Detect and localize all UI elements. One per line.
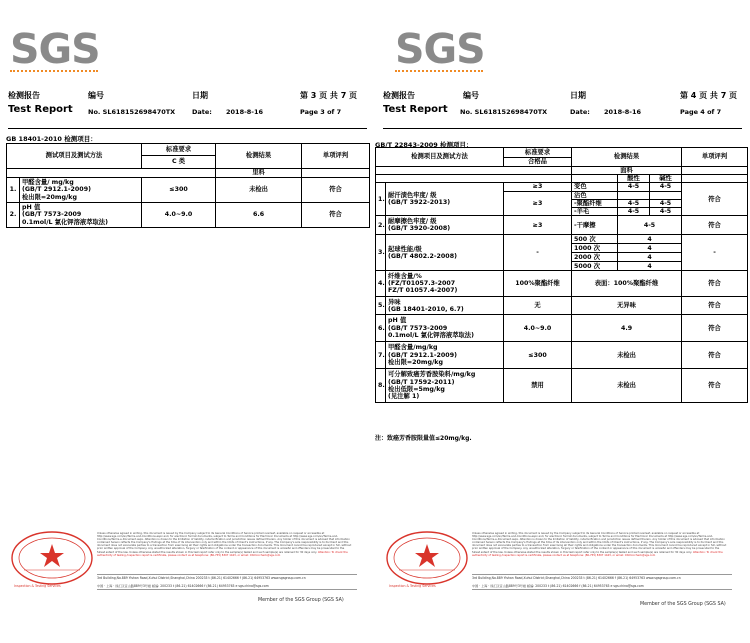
report-date: 2018-8-16 xyxy=(226,108,264,116)
report-footer xyxy=(385,530,740,610)
member-of-sgs: Member of the SGS Group (SGS SA) xyxy=(640,602,726,607)
sgs-logo: SGS xyxy=(10,25,100,73)
date-label-cn: 日期 xyxy=(192,91,208,100)
table-row: 1. 耐汗渍色牢度/ 级 (GB/T 3922-2013) ≥3 变色 4-5 4-5 符合 xyxy=(376,183,748,191)
address-en: 3rd Building,No.889 Yishan Road,Xuhui District,Shanghai,China 200233 t (86-21) 61402666 f (86-21) 64953763 www.sgsgroup.com.cn xyxy=(472,576,681,580)
date-label-en: Date: xyxy=(192,108,212,116)
table-row: 5. 异味 (GB 18401-2010, 6.7) 无 无异味 符合 xyxy=(376,297,748,315)
table-row: 8. 可分解致癌芳香胺染料/mg/kg (GB/T 17592-2011) 检出低限=5mg/kg (见注解 1) 禁用 未检出 符合 xyxy=(376,369,748,403)
report-number: No. SL618152698470TX xyxy=(88,108,176,116)
testing-seal-icon xyxy=(10,530,94,586)
report-title-en: Test Report xyxy=(8,104,73,115)
report-date: 2018-8-16 xyxy=(604,108,642,116)
col-header-item: 检测项目及测试方法 xyxy=(376,148,504,167)
col-header-req: 标准要求 xyxy=(504,148,572,158)
col-header-judge: 单项评判 xyxy=(302,144,370,169)
address-en: 3rd Building,No.889 Yishan Road,Xuhui District,Shanghai,China 200233 t (86-21) 61402666 f (86-21) 64953763 www.sgsgroup.com.cn xyxy=(97,576,306,580)
col-header-alkaline: 碱性 xyxy=(650,175,682,183)
table-note: 注：致癌芳香胺限量值≤20mg/kg. xyxy=(375,435,472,442)
report-title-en: Test Report xyxy=(383,104,448,115)
table-row: 7. 甲醛含量/mg/kg (GB/T 2912.1-2009) 检出限=20mg/kg ≤300 未检出 符合 xyxy=(376,342,748,369)
page-number-en: Page 3 of 7 xyxy=(300,108,342,116)
seal-caption: Inspection & Testing Services xyxy=(14,584,61,588)
report-number: No. SL618152698470TX xyxy=(460,108,548,116)
disclaimer-text: Unless otherwise agreed in writing, this document is issued by the Company subject to its General Conditions of Service printed overleaf, available on request or accessible at http://www.sgs.com/en/Terms-and-Conditions.aspx and, for electronic format documents, subject to Terms and Conditions for Electronic Documents at http://www.sgs.com/en/Terms-and-Conditions/Terms-e-Document.aspx. Attention is drawn to the limitation of liability, indemnification and jurisdiction issues defined therein. Any holder of this document is advised that information contained hereon reflects the Company's findings at the time of its intervention only and within the limits of Client's instructions, if any. The Company's sole responsibility is to its Client and this document does not exonerate parties to a transaction from exercising all their rights and obligations under the transaction documents. This document cannot be reproduced except in full, without prior written approval of the Company. Any unauthorized alteration, forgery or falsification of the content or appearance of this document is unlawful and offenders may be prosecuted to the fullest extent of the law. Unless otherwise stated the results shown in this test report refer only to the sample(s) tested and such sample(s) are retained for 30 days only. Attention: To check the authenticity of testing /inspection report & certificate, please contact us at telephone: (86-755) 8307 1443, or email: CN.Doccheck@sgs.com xyxy=(97,532,352,557)
header-divider xyxy=(8,128,367,129)
address-cn: 中国 · 上海 · 徐汇区宜山路889号3号楼 邮编: 200233 t (86-21) 61402666 f (86-21) 64953763 e sgs.china@sgs.com xyxy=(97,584,269,588)
col-header-result: 检测结果 xyxy=(216,144,302,169)
col-header-item: 测试项目及测试方法 xyxy=(7,144,142,169)
table-row: 2. pH 值 (GB/T 7573-2009 0.1mol/L 氯化钾溶液萃取法) 4.0~9.0 6.6 符合 xyxy=(7,203,370,228)
col-header-req-class: C 类 xyxy=(142,156,216,169)
col-header-judge: 单项评判 xyxy=(682,148,748,167)
col-header-result-sub: 里料 xyxy=(216,169,302,178)
date-label-cn: 日期 xyxy=(570,91,586,100)
testing-seal-icon xyxy=(385,530,469,586)
standard-title: GB 18401-2010 检测项目： xyxy=(6,135,97,143)
table-row: 6. pH 值 (GB/T 7573-2009 0.1mol/L 氯化钾溶液萃取法) 4.0~9.0 4.9 符合 xyxy=(376,315,748,342)
page-number-cn: 第 3 页 共 7 页 xyxy=(300,91,358,100)
page-number-cn: 第 4 页 共 7 页 xyxy=(680,91,738,100)
member-of-sgs: Member of the SGS Group (SGS SA) xyxy=(258,598,344,603)
table-row: 1. 甲醛含量/ mg/kg (GB/T 2912.1-2009) 检出限=20mg/kg ≤300 未检出 符合 xyxy=(7,178,370,203)
table-row: 4. 纤维含量/% (FZ/T01057.3-2007 FZ/T 01057.4-2007) 100%聚酯纤维 表面：100%聚酯纤维 符合 xyxy=(376,271,748,297)
col-header-result: 检测结果 xyxy=(572,148,682,167)
number-label-cn: 编号 xyxy=(463,91,479,100)
col-header-req-class: 合格品 xyxy=(504,158,572,167)
seal-caption: Inspection & Testing Services xyxy=(389,584,436,588)
table-row: 2. 耐摩擦色牢度/ 级 (GB/T 3920-2008) ≥3 -干摩擦 4-5 符合 xyxy=(376,216,748,235)
test-results-table: 检测项目及测试方法 标准要求 检测结果 单项评判 合格品 面料 酸性 碱性 1. 耐汗渍色牢度/ 级 (GB/T 3922-2013) ≥3 变色 4-5 4-5 符合 ≥3 沾色 -聚酯纤维 4-5 4-5 -羊毛 4-5 4-5 2. 耐摩擦色牢度/ 级 (GB/T 3920-2008) ≥3 -干摩擦 4-5 符合 3. 起球性能/级 (GB/T 4802.2-2008) - 500 次 4 - 1000 次 4 2000 次 4 5000 次 4 4. 纤维含量/% (FZ/T01057.3-2007 FZ/T 01057.4-2007) 100%聚酯纤维 表面：100%聚酯纤维 符合 5. 异味 (GB 18401-2010, 6.7) 无 无异味 符合 6. pH 值 (GB/T 7573-2009 0.1mol/L 氯化钾溶液萃取法) 4.0~9.0 4.9 符合 7. 甲醛含量/mg/kg (GB/T 2912.1-2009) 检出限=20mg/kg ≤300 未检出 符合 8. 可分解致癌芳香胺染料/mg/kg (GB/T 17592-2011) 检出低限=5mg/kg (见注解 1) 禁用 未检出 符合 xyxy=(375,147,748,403)
col-header-result-sub: 面料 xyxy=(572,167,682,175)
report-title-cn: 检测报告 xyxy=(383,91,415,100)
table-row: 3. 起球性能/级 (GB/T 4802.2-2008) - 500 次 4 - xyxy=(376,235,748,244)
page-number-en: Page 4 of 7 xyxy=(680,108,722,116)
standard-title: GB/T 22843-2009 检测项目： xyxy=(375,141,473,149)
date-label-en: Date: xyxy=(570,108,590,116)
report-title-cn: 检测报告 xyxy=(8,91,40,100)
address-cn: 中国 · 上海 · 徐汇区宜山路889号3号楼 邮编: 200233 t (86-21) 61402666 f (86-21) 64953763 e sgs.china@sgs.com xyxy=(472,584,644,588)
sgs-logo: SGS xyxy=(395,25,485,73)
report-page-4 xyxy=(375,0,750,643)
col-header-req: 标准要求 xyxy=(142,144,216,156)
header-divider xyxy=(383,128,742,129)
disclaimer-text: Unless otherwise agreed in writing, this document is issued by the Company subject to its General Conditions of Service printed overleaf, available on request or accessible at http://www.sgs.com/en/Terms-and-Conditions.aspx and, for electronic format documents, subject to Terms and Conditions for Electronic Documents at http://www.sgs.com/en/Terms-and-Conditions/Terms-e-Document.aspx. Attention is drawn to the limitation of liability, indemnification and jurisdiction issues defined therein. Any holder of this document is advised that information contained hereon reflects the Company's findings at the time of its intervention only and within the limits of Client's instructions, if any. The Company's sole responsibility is to its Client and this document does not exonerate parties to a transaction from exercising all their rights and obligations under the transaction documents. This document cannot be reproduced except in full, without prior written approval of the Company. Any unauthorized alteration, forgery or falsification of the content or appearance of this document is unlawful and offenders may be prosecuted to the fullest extent of the law. Unless otherwise stated the results shown in this test report refer only to the sample(s) tested and such sample(s) are retained for 30 days only. Attention: To check the authenticity of testing /inspection report & certificate, please contact us at telephone: (86-755) 8307 1443, or email: CN.Doccheck@sgs.com xyxy=(472,532,727,557)
report-footer xyxy=(10,530,365,610)
number-label-cn: 编号 xyxy=(88,91,104,100)
col-header-acid: 酸性 xyxy=(618,175,650,183)
test-results-table xyxy=(6,143,370,228)
